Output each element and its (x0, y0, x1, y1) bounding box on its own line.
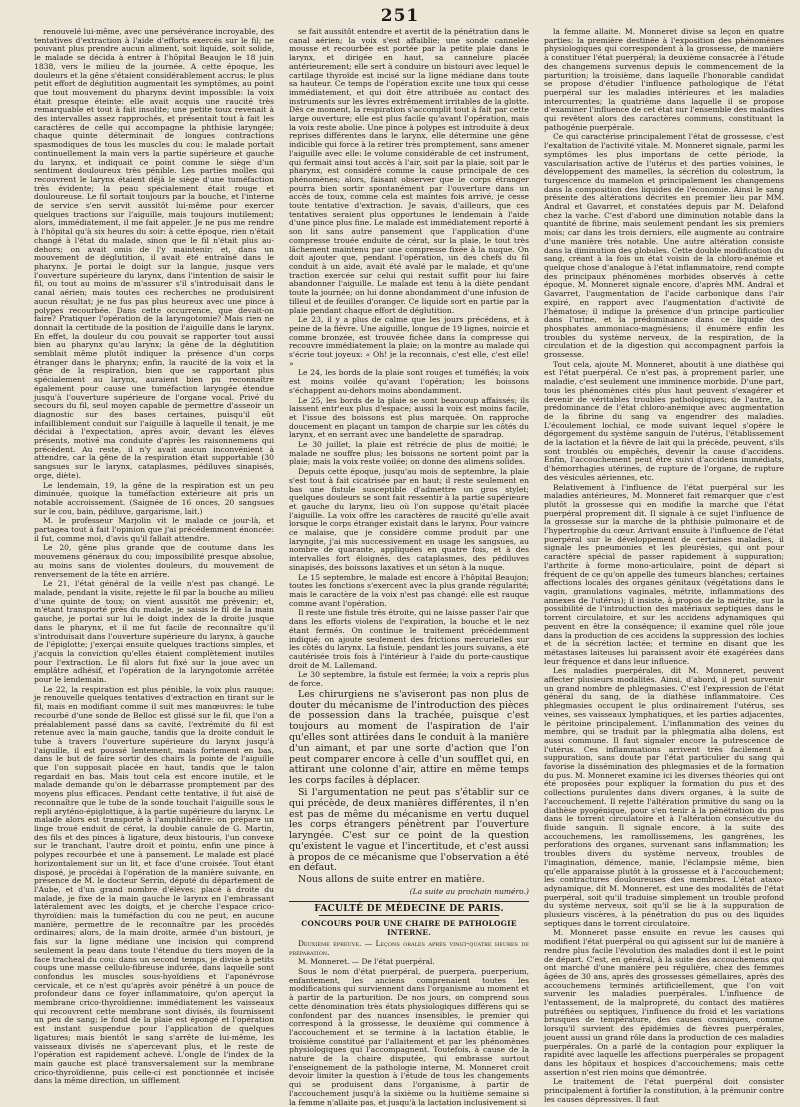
paragraph: renouvelé lui-même, avec une persévérance incroyable, des tentatives d'extraction à l'aide d'efforts exercés sur le fil; ne pouvant plus prendre aucun aliment, soit liquide, soit solide, le malade se décida à entrer à l'hôpital Beaujon le 18 juin 1838, vers le milieu de la journée. A cette époque, les douleurs et la gêne s'étaient considérablement accrus; le plus petit effort de déglutition augmentait les symptômes, au point que tout mouvement du pharynx devint impossible: la voix était presque éteinte: elle avait acquis une raucité très remarquable et tout à fait insolite; une petite toux revenait à des intervalles assez rapprochés, et présentait tout à fait les caractères de celle qui accompagne la phthisie laryngée; chaque quinte déterminait de longues contractions spasmodiques de tous les muscles du cou: le malade portait continuellement la main vers la partie supérieure et gauche du larynx, et indiquait ce point comme le siège d'un sentiment douloureux très pénible. Les parties molles qui recouvrent le larynx étaient déjà le siège d'une tuméfaction très évidente; la peau spécialement était rouge et douloureuse. Le fil sortait toujours par la bouche, et l'interne de service s'en servit aussitôt lui-même pour exercer quelques tractions sur l'aiguille, mais toujours inutilement; alors, immédiatement, il me fait appeler. Je ne pus me rendre à l'hôpital qu'à six heures du soir: à cette époque, rien n'était changé à l'état du malade, sinon que le fil n'était plus au-dehors; on avait omis de l'y maintenir; et, dans un mouvement de déglutition, il avait été entraîné dans le pharynx. Je portai le doigt sur la langue, jusque vers l'ouverture supérieure du larynx, dans l'intention de saisir le fil, ou tout au moins de m'assurer s'il s'introduisait dans le canal aérien; mais toutes ces recherches ne produisirent aucun résultat; je ne fus pas plus heureux avec une pince à polypes recourbée. Dans cette occurrence, que devait-on faire? Pratiquer l'opération de la laryngotomie? Mais rien ne donnait la certitude de la position de l'aiguille dans le larynx. En effet, la douleur du cou pouvait se rapporter tout aussi bien au pharynx qu'au larynx; la gêne de la déglutition semblait même plutôt indiquer la présence d'un corps étranger dans le pharynx; enfin, la raucité de la voix et la gêne de la respiration, bien que se rapportant plus spécialement au larynx, auraient bien pu reconnaître également pour cause une tuméfaction laryngée étendue jusqu'à l'ouverture supérieure de l'organe vocal. Privé du secours du fil, seul moyen capable de permettre d'asseoir un diagnostic sur des bases certaines, puisqu'il eût infailliblement conduit sur l'aiguille à laquelle il tenait, je me décidai à l'expectation, après avoir, devant les élèves présents, motivé ma conduite d'après les raisonnemens qui précèdent. Au reste, il n'y avait aucun inconvénient à attendre, car la gêne de la respiration était supportable (30 sangsues sur le larynx, cataplasmes, pédiluves sinapisés, orge, diète). (34, 27, 274, 480)
paragraph: Les maladies puerpérales, dit M. Monneret, peuvent affecter plusieurs modalités. Ainsi, d'abord, il peut survenir un grand nombre de phlegmasies. C'est l'expression de l'état général du sang, de la diathèse inflammatoire. Ces phlegmasies occupent le plus ordinairement l'utérus, ses veines, ses vaisseaux lymphatiques, et les parties adjacentes, le péritoine principalement. L'inflammation des veines du membre, qui se traduit par la phlegmatia alba dolens, est aussi commune. Il faut signaler encore la putrescence de l'utérus. Ces inflammations arrivent très facilement à suppuration, sans doute par l'état particulier du sang qui favorise la dissémination des phlegmasies et de la formation du pus. M. Monneret examine ici les diverses théories qui ont été proposées pour expliquer la formation du pus et des collections purulentes dans divers organes, à la suite de l'accouchement. Il rejette l'altération primitive du sang ou la diathèse pyogénique, pour s'en tenir à la pénétration du pus dans le torrent circulatoire et à l'altération consécutive du fluide sanguin. Il signale encore, à la suite des accouchemens, les ramollissemens, les gangrènes, les perforations des organes, survenant sans inflammation; les troubles divers du système nerveux, troubles de l'imagination, démence, manie, l'éclampsie même, bien qu'elle apparaisse plutôt à la grossesse et à l'accouchement; les contractures douloureuses des membres. L'état ataxo-adynamique, dit M. Monneret, est une des modalités de l'état puerpéral, soit qu'il traduise simplement un trouble profond du système nerveux, soit qu'il se lie à la suppuration de plusieurs viscères, à la pénétration du pus ou des liquides septiques dans le torrent circulatoire. (544, 666, 784, 928)
section-heading: FACULTÉ DE MÉDECINE DE PARIS. (314, 903, 504, 914)
paragraph: Ce qui caractérise principalement l'état de grossesse, c'est l'exaltation de l'activité vitale. M. Monneret signale, parmi les symptômes les plus importans de cette période, la vascularisation active de l'utérus et des parties voisines, le développement des mamelles, la sécrétion du colostrum, la turgescence du mamelon et principalement les changemens dans la composition des liquides de l'économie. Ainsi le sang présente des altérations décrites en premier lieu par MM. Andral et Gavarret, et constatées depuis par M. Delafond chez la vache. C'est d'abord une diminution notable dans la quantité de fibrine, mais seulement pendant les six premiers mois; car dans les trois derniers, elle augmente au contraire d'une manière très notable. Une autre altération consiste dans la diminution des globules. Cette double modification du sang, créant à la fois un état voisin de la chloro-anémie et quelque chose d'analogue à l'état inflammatoire, rend compte des principaux phénomènes morbides observés à cette époque. M. Monneret signale encore, d'après MM. Andral et Gavarret, l'augmentation de l'acide carbonique dans l'air expiré, en rapport avec l'augmentation d'activité de l'hématose; il indique la présence d'un principe particulier dans l'urine, et la prédominance dans ce liquide des phosphates ammoniaco-magnésiens; il énumère enfin les troubles du système nerveux, de la respiration, de la circulation et de la digestion qui accompagnent parfois la grossesse. (544, 132, 784, 360)
paragraph: Le 23, il y a plus de calme que les jours précédens, et à peine de la fièvre. Une aiguille, longue de 19 lignes, noircie et comme bronzée, est trouvée fichée dans la compresse qui recouvre immédiatement la plaie; on la montre au malade qui s'écrie tout joyeux: « Oh! je la reconnais, c'est elle, c'est elle! » (289, 315, 529, 368)
paragraph: Le 21, l'état général de la veille n'est pas changé. Le malade, pendant la visite, rejette le fil par la bouche au milieu d'une quinte de toux; on vient aussitôt me prévenir; et, m'étant transporté près du malade, je saisis le fil de la main gauche, je portai sur lui le doigt index de la droite jusque dans le pharynx, et il me fut facile de reconnaître qu'il s'introduisait dans l'ouverture supérieure du larynx, à gauche de l'épiglotte; j'exerçai ensuite quelques tractions simples, et j'acquis la conviction qu'elles étaient complètement inutiles pour l'extraction. Le fil alors fut fixé sur la joue avec un emplâtre adhésif, et l'opération de la laryngotomie arrêtée pour le lendemain. (34, 579, 274, 685)
epreuve-line: Deuxième épreuve. — Leçons orales après vingt-quatre heures de préparation. (289, 938, 529, 957)
paragraph: Le 24, les bords de la plaie sont rouges et tuméfiés; la voix est moins voilée qu'avant l'opération; les boissons s'échappent au-dehors moins abondamment. (289, 368, 529, 395)
continuation-note: (La suite au prochain numéro.) (409, 887, 529, 897)
paragraph: Le 25, les bords de la plaie se sont beaucoup affaissés; ils laissent entr'eux plus d'espace; aussi la voix est moins facile, et l'issue des boissons est plus marquée. On rapproche doucement en plaçant un tampon de charpie sur les côtés du larynx, et en serrant avec une bandelette de sparadrap. (289, 395, 529, 440)
column-middle (289, 27, 530, 1107)
paragraph: Relativement à l'influence de l'état puerpéral sur les maladies antérieures, M. Monneret fait remarquer que c'est plutôt la grossesse qui en modifie la marche que l'état puerpéral proprement dit. Il signale à ce sujet l'influence de la grossesse sur la marche de la phthisie pulmonaire et de l'hypertrophie du cœur. Arrivant ensuite à l'influence de l'état puerpéral sur le développement de certaines maladies, il signale les pneumonies et les pleurésies, qui ont pour caractère spécial de passer rapidement à suppuration; l'arthrite à forme mono-articulaire, point de départ si fréquent de ce qu'on appelle des tumeurs blanches; certaines affections locales des organes génitaux (végétations dans le vagin, granulations vaginales, métrite, inflammations des annexes de l'utérus); il insiste, à propos de la métrite, sur la possibilité de l'introduction des matériaux septiques dans le torrent circulatoire, et sur les accidens adynamiques qui peuvent en être la conséquence; il examine quel rôle joue dans la production de ces accidens la suppression des lochies et de la sécrétion lactée; et termine en disant que les métastases laiteuses lui paraissent avoir été exagérées dans leur fréquence et dans leur influence. (544, 482, 784, 666)
paragraph: Il reste une fistule très étroite, qui ne laisse passer l'air que dans les efforts violens de l'expiration, la bouche et le nez étant fermés. On continue le traitement précédemment indiqué; on ajoute seulement des frictions mercurielles sur les côtés du larynx. La fistule, pendant les jours suivans, a été cautérisée trois fois à l'intérieur à l'aide du porte-caustique droit de M. Lallemand. (289, 608, 529, 670)
epreuve-author: M. Monneret. — De l'état puerpéral. (298, 957, 435, 967)
paragraph: M. le professeur Marjolin vit le malade ce jour-là, et partagea tout à fait l'opinion que j'ai précédemment énoncée: il fut, comme moi, d'avis qu'il fallait attendre. (34, 516, 274, 543)
paragraph: Le traitement de l'état puerpéral doit consister principalement à fortifier la constitution, à la prémunir contre les causes dépressives. Il faut (544, 1077, 784, 1104)
column-left (34, 28, 274, 1086)
page-number: 251 (380, 6, 420, 26)
paragraph: Le lendemain, 19, la gêne de la respiration est un peu diminuée, quoique la tuméfaction extérieure ait pris un notable accroissement. (Saignée de 16 onces, 20 sangsues sur le cou, bain, pédiluve, gargarisme, lait.) (34, 480, 274, 516)
paragraph: Le 30 septembre, la fistule est fermée; la voix a repris plus de force. (289, 670, 529, 689)
heading-divider (319, 915, 499, 916)
section-divider (289, 901, 529, 902)
page-columns (34, 27, 784, 1107)
lead-paragraph: Nous allons de suite entrer en matière. (298, 874, 485, 886)
paragraph: la femme allaite. M. Monneret divise sa leçon en quatre parties: la première destinée à l'exposition des phénomènes physiologiques qui correspondent à la grossesse, de manière à constituer l'état puerpéral; la deuxième consacrée à l'étude des changemens survenus depuis le commencement de la parturition; la troisième, dans laquelle l'honorable candidat se propose d'étudier l'influence pathologique de l'état puerpéral sur les maladies intérieures et les maladies intercurrentes; la quatrième dans laquelle il se propose d'examiner l'influence de cet état sur l'ensemble des maladies qui revêtent alors des caractères communs, constituant la pathogénie puerpérale. (544, 27, 784, 132)
paragraph: Le 22, la respiration est plus pénible, la voix plus rauque: je renouvelle quelques tentatives d'extraction en tirant sur le fil, mais en modifiant comme il suit mes manœuvres: le tube recourbé d'une sonde de Belloc est glissé sur le fil, que l'on a préalablement passé dans sa cavité, l'extrémité du fil est retenue avec la main gauche, tandis que la droite conduit le tube à travers l'ouverture supérieure du larynx jusqu'à l'aiguille, il est poussé lentement, mais fortement en bas, dans le but de faire sortir des chairs la pointe de l'aiguille que l'on supposait placée en haut, tandis que le talon regardait en bas. Mais tout cela est encore inutile, et le malade demande qu'on le débarrasse promptement par des moyens plus efficaces. Pendant cette tentative, il fut aisé de reconnaître que le tube de la sonde touchait l'aiguille sous le repli aryténo-épiglottique, à la partie supérieure du larynx. Le malade alors est transporté à l'amphithéâtre: on prépare un linge troué enduit de cérat, la double canule de G. Martin, des fils et des pinces à ligature, deux bistouris, l'un convexe sur le tranchant, l'autre droit et pointu, enfin une pince à polypes recourbée et une à pansement. Le malade est placé horizontalement sur un lit, et face d'une croisée. Tout étant disposé, je procédai à l'opération de la manière suivante, en présence de M. le docteur Serrin, député du département de l'Aube, et d'un grand nombre d'élèves: placé à droite du malade, je fixe de la main gauche le larynx en l'embrassant latéralement avec les doigts, et je cherche l'espace crico-thyroïdien: mais la tuméfaction du cou ne peut, en aucune manière, permettre de le reconnaître par les procédés ordinaires; alors, de la main droite, armée d'un bistouri, je fais sur la ligne médiane une incision qui comprend seulement la peau dans toute l'étendue du tiers moyen de la face tracheal du cou: dans un second temps, je divise à petits coups une masse cellulo-fibreuse indurée, dans laquelle sont confondus les muscles sous-hyoïdiens et l'aponévrose cervicale, et ce n'est qu'après avoir pénétré à un pouce de profondeur dans ce foyer inflammatoire, qu'on aperçut la membrane crico-thyroïdienne: immédiatement les vaisseaux qui recouvrent cette membrane sont divisés, ils fournissent un peu de sang; le fond de la plaie est épongé et l'opération est instant suspendue pour l'application de quelques ligatures; mais bientôt le sang s'arrête de lui-même, les vaisseaux divisés ne s'apercevant plus, et le reste de l'opération est rapidement achevé. L'ongle de l'index de la main gauche est placé transversalement sur la membrane crico-thyroïdienne, puis celle-ci est ponctionnée et incisée dans la même direction, un sifflement (34, 684, 274, 1086)
column-right (544, 27, 784, 1104)
paragraph: Le 15 septembre, le malade est encore à l'hôpital Beaujon; toutes les fonctions s'exercent avec la plus grande régularité; mais le caractère de la voix n'est pas changé: elle est rauque comme avant l'opération. (289, 572, 529, 608)
paragraph: M. Monneret passe ensuite en revue les causes qui modifient l'état puerpéral ou qui agissent sur lui de manière à rendre plus facile l'évolution des maladies dont il est le point de départ. C'est, en général, à la suite des accouchemens qui ont marché d'une manière peu régulière, chez des femmes âgées de 30 ans, après des grossesses gémellaires, après des accouchemens terminés artificiellement, que l'on voit survenir les maladies puerpérales. L'influence de l'entassement, de la malpropreté, du contact des matières putréfiées ou septiques, l'influence du froid et les variations brusques de température, des causes cosmiques, comme lorsqu'il survient des épidémies de fièvres puerpérales, jouent aussi un grand rôle dans la production de ces maladies puerpérales. On a parlé de la contagion pour expliquer la rapidité avec laquelle les affections puerpérales se propagent dans les hôpitaux et hospices d'accouchemens; mais cette assertion n'est rien moins que démontrée. (544, 928, 784, 1077)
paragraph: se fait aussitôt entendre et avertit de la pénétration dans le canal aérien; la voix s'est affaiblie; une sonde cannelée mousse et recourbée est portée par la petite plaie dans le larynx, et dirigée en haut, sa cannelure placée antérieurement; elle sert à conduire un bistouri avec lequel le cartilage thyroïde est incisé sur la ligne médiane dans toute sa hauteur. Ce temps de l'opération excite une toux qui cesse immédiatement, et qui doit être attribuée au contact des instruments sur les lèvres extrêmement irritables de la glotte. Dès ce moment, la respiration s'accomplit tout à fait par cette large ouverture; elle est plus facile qu'avant l'opération, mais la voix reste abolie. Une pince à polypes est introduite à deux reprises différentes dans le larynx, elle détermine une gêne indicible qui force à la retirer très promptement, sans amener l'aiguille avec elle: le volume considérable de cet instrument, qui fermait ainsi tout accès à l'air, soit par la plaie, soit par le pharynx, est considéré comme la cause principale de ces phénomènes; alors, faisant observer que le corps étranger pourra bien sortir spontanément par l'ouverture dans un accès de toux, comme cela est maintes fois arrivé, je cesse toute tentative d'extraction. Je savais, d'ailleurs, que ces tentatives seraient plus opportunes le lendemain à l'aide d'une pince plus fine. Le malade est immédiatement reporté à son lit sans autre pansement que l'application d'une compresse trouée enduite de cérat, sur la plaie, le tout très lâchement maintenu par une compresse fixée à la nuque. On doit ajouter que, pendant l'opération, un des chefs du fil conduit à un aide, avait été avalé par le malade, et qu'une traction exercée sur celui qui restait suffit pour lui faire abandonner l'aiguille. Le malade est tenu à la diète pendant toute la journée; on lui donne abondamment d'une infusion de tilleul et de feuilles d'oranger. Ce liquide sort en partie par la plaie pendant chaque effort de déglutition. (289, 27, 530, 315)
paragraph: Depuis cette époque, jusqu'au mois de septembre, la plaie s'est tout à fait cicatrisée par en haut; il reste seulement en bas une fistule susceptible d'admettre un gros stylet; quelques douleurs se sont fait ressentir à la partie supérieure et gauche du larynx, lieu où l'on suppose qu'était placée l'aiguille. La voix offre les caractères de raucité qu'elle avait lorsque le corps étranger existait dans le larynx. Pour vaincre ce malaise, que je considère comme produit par une laryngite, j'ai mis successivement en usage les sangsues, au nombre de quarante, appliquées en quatre fois, et à des intervalles fort éloignés, des cataplasmes, des pédiluves sinapisés, des boissons laxatives et un séton à la nuque. (289, 467, 529, 572)
lead-paragraph: Les chirurgiens ne s'aviseront pas non plus de douter du mécanisme de l'introduction des pièces de possession dans la trachée, puisque c'est toujours au moment de l'aspiration de l'air qu'elles sont attirées dans le conduit à la manière d'un aimant, et par une sorte d'action que l'on peut comparer encore à celle d'un soufflet qui, en attirant une colonne d'air, attire en même temps les corps faciles à déplacer. (289, 688, 529, 787)
section-subheading: CONCOURS POUR UNE CHAIRE DE PATHOLOGIE INTERNE. (301, 919, 517, 938)
lead-paragraph: Si l'argumentation ne peut pas s'établir sur ce qui précède, de deux manières différentes, il n'en est pas de même du mécanisme en vertu duquel les corps étrangers pénètrent par l'ouverture laryngée. C'est sur ce point de la question qu'existent le vague et l'incertitude, et c'est aussi à propos de ce mécanisme que l'observation a été en défaut. (289, 786, 529, 874)
paragraph: Sous le nom d'état puerpéral, de puerpera, puerperium, enfantement, les anciens comprenaient toutes les modifications qui surviennent dans l'organisme au moment et à partir de la parturition. De nos jours, on comprend sous cette dénomination très états physiologiques différens qui se confondent par des nuances insensibles, le premier qui correspond à la grossesse, le deuxième qui commence à l'accouchement et se termine à la lactation établie, le troisième constitué par l'allaitement et par les phénomènes physiologiques qui l'accompagnent. Toutefois, à cause de la nature de la chaire disputée, qui embrasse surtout l'enseignement de la pathologie interne, M. Monneret croit devoir limiter la question à l'étude de tous les changements qui se produisent dans l'organisme, à partir de l'accouchement jusqu'à la sixième ou la huitième semaine si la femme n'allaite pas, et jusqu'à la lactation inclusivement si (289, 967, 529, 1107)
paragraph: Tout cela, ajoute M. Monneret, aboutit à une diathèse qui est l'état puerpéral. Ce n'est pas, à proprement parler, une maladie, c'est seulement une imminence morbide. D'une part, tous les phénomènes cités plus haut peuvent s'exagérer et devenir de véritables troubles pathologiques; de l'autre, la prédominance de l'état chloro-anémique avec augmentation de la fibrine du sang va engendrer des maladies. L'écoulement lochial, ce mode suivant lequel s'opère le dégorgement du système sanguin de l'utérus, l'établissement de la lactation et la fièvre de lait qui la précède, peuvent, s'ils sont troublés ou empêchés, devenir la cause d'accidens. Enfin, l'accouchement peut être suivi d'accidens immédiats, d'hémorrhagies utérines, de rupture de l'organe, de rupture des vésicules aériennes, etc. (544, 359, 784, 482)
paragraph: Le 20, gêne plus grande que de coutume dans les mouvemens généraux du cou; impossibilité presque absolue, au moins sans de violentes douleurs, du mouvement de renversement de la tête en arrière. (34, 543, 274, 579)
paragraph: Le 30 juillet, la plaie est rétrécie de plus de moitié; le malade ne souffre plus; les boissons ne sortent point par la plaie; mais la voix reste voilée; on donne des alimens solides. (289, 440, 529, 467)
